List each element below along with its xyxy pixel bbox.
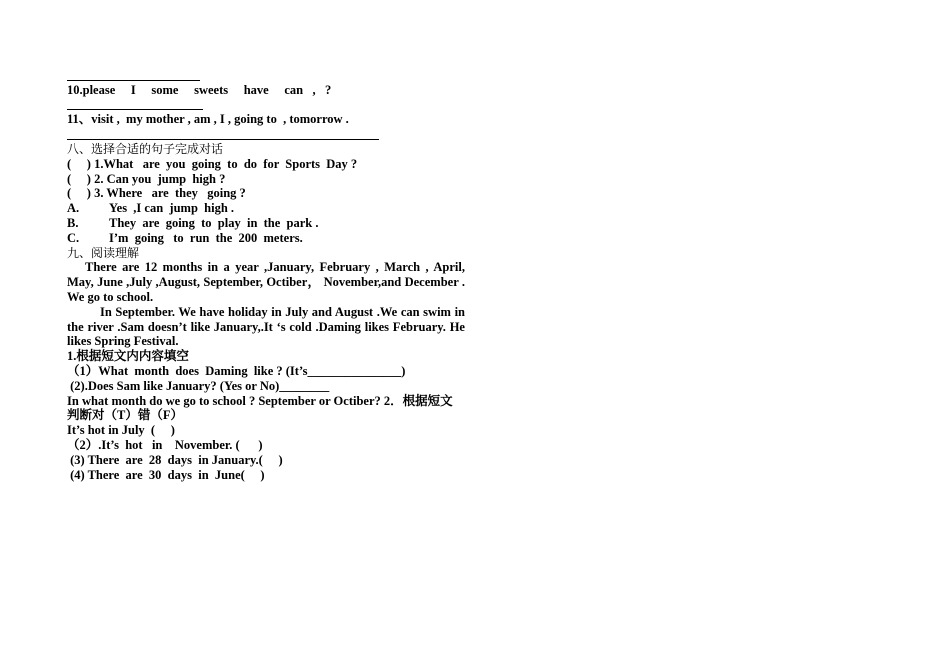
question-10: 10.please I some sweets have can , ? [67, 82, 332, 97]
worksheet-page [67, 68, 465, 482]
question-11: 11、visit , my mother , am , I , going to , tomorrow . [67, 112, 349, 127]
section-9-title: 九、阅读理解 [67, 245, 140, 260]
task-1-title: 1.根据短文内内容填空 [67, 349, 189, 364]
section-8-question-1: ( ) 1.What are you going to do for Sports Day ? [67, 156, 358, 171]
task-1-question-2: (2).Does Sam like January? (Yes or No)________ [67, 378, 330, 393]
option-text: They are going to play in the park . [109, 215, 319, 230]
option-text: I’m going to run the 200 meters. [109, 230, 303, 245]
option-key: B. [67, 215, 79, 230]
option-key: C. [67, 230, 80, 245]
task-1-question-3: In what month do we go to school ? September or Octiber? 2．根据短文判断对（T）错（F） [67, 393, 453, 423]
option-key: A. [67, 201, 80, 216]
task-2-question-1: It’s hot in July ( ) [67, 423, 175, 438]
answer-line [67, 127, 465, 142]
task-2-question-4: (4) There are 30 days in June( ) [67, 467, 265, 482]
answer-line [67, 98, 465, 113]
option-b [67, 216, 465, 231]
answer-line [67, 68, 465, 83]
option-text: Yes ,I can jump high . [109, 201, 235, 216]
task-1-question-1: （1）What month does Daming like ? (It’s_______________) [67, 363, 406, 378]
option-c [67, 231, 465, 246]
section-8-question-2: ( ) 2. Can you jump high ? [67, 171, 226, 186]
option-a [67, 201, 465, 216]
reading-paragraph-2: In September. We have holiday in July and August .We can swim in the river .Sam doesn’t like January,.It ‘s cold .Daming likes February. He likes Spring Festival. [67, 304, 465, 349]
task-2-question-3: (3) There are 28 days in January.( ) [67, 452, 283, 467]
section-8-title: 八、选择合适的句子完成对话 [67, 141, 224, 156]
task-2-question-2: （2）.It’s hot in November. ( ) [67, 437, 263, 452]
reading-paragraph-1: There are 12 months in a year ,January, February , March , April, May, June ,July ,August, September, Octiber， November,and December . We go to school. [67, 260, 465, 304]
section-8-question-3: ( ) 3. Where are they going ? [67, 186, 246, 201]
